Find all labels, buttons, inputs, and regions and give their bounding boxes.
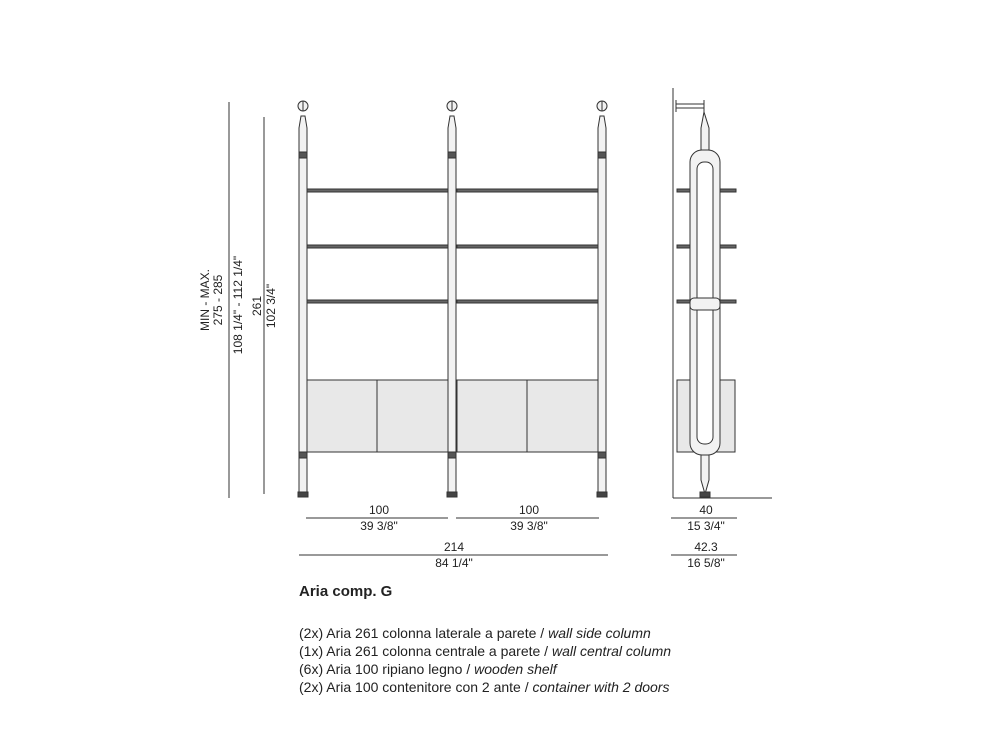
item-it: Aria 261 colonna centrale a parete: [326, 643, 541, 659]
bay-left-cm: 100: [368, 503, 390, 517]
item-en: wall side column: [548, 625, 651, 641]
item-qty: (2x): [299, 625, 324, 641]
height-column-cm: 261: [250, 295, 264, 317]
composition-title: Aria comp. G: [299, 583, 393, 600]
column-left: [298, 101, 308, 497]
item-en: wall central column: [551, 643, 672, 659]
item-it: Aria 100 ripiano legno: [326, 661, 463, 677]
shelf: [457, 189, 598, 192]
side-depth-in: 15 3/4": [687, 519, 725, 533]
item-en: wooden shelf: [474, 661, 557, 677]
side-total-cm: 42.3: [694, 540, 718, 554]
item-qty: (2x): [299, 679, 324, 695]
shelf: [307, 245, 448, 248]
bay-left-in: 39 3/8": [360, 519, 398, 533]
front-elevation: [298, 101, 607, 497]
height-column-in: 102 3/4": [264, 283, 278, 329]
list-item: (2x) Aria 100 contenitore con 2 ante / container with 2 doors: [299, 679, 670, 695]
side-depth-cm: 40: [699, 503, 713, 517]
item-it: Aria 100 contenitore con 2 ante: [326, 679, 521, 695]
total-width-cm: 214: [443, 540, 465, 554]
side-elevation: [673, 88, 772, 498]
item-qty: (6x): [299, 661, 324, 677]
item-it: Aria 261 colonna laterale a parete: [326, 625, 537, 641]
shelf: [307, 189, 448, 192]
side-total-in: 16 5/8": [687, 556, 725, 570]
height-minmax-label: MIN - MAX.: [198, 269, 212, 331]
bay-right-cm: 100: [518, 503, 540, 517]
height-total-cm: 275 - 285: [211, 274, 225, 326]
shelf: [307, 300, 448, 303]
height-total-in: 108 1/4" - 112 1/4": [231, 255, 245, 355]
item-qty: (1x): [299, 643, 324, 659]
shelf: [457, 300, 598, 303]
total-width-in: 84 1/4": [435, 556, 473, 570]
list-item: (2x) Aria 261 colonna laterale a parete / wall side column: [299, 625, 651, 641]
bay-right-in: 39 3/8": [510, 519, 548, 533]
list-item: (1x) Aria 261 colonna centrale a parete / wall central column: [299, 643, 672, 659]
composition-list: [299, 624, 671, 696]
column-center: [447, 101, 457, 497]
shelf: [457, 245, 598, 248]
container-left: [307, 380, 448, 452]
column-right: [597, 101, 607, 497]
container-right: [457, 380, 598, 452]
item-en: container with 2 doors: [532, 679, 670, 695]
list-item: (6x) Aria 100 ripiano legno / wooden shelf: [299, 661, 557, 677]
